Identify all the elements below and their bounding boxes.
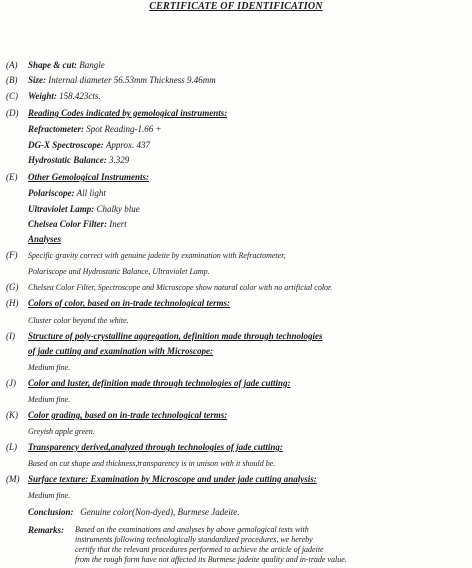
luster-heading: Color and luster, definition made through technologies of jade cutting: (28, 378, 291, 388)
colors-value: Cluster color beyond the white. (28, 316, 129, 325)
spectroscope-label: DG-X Spectroscope: (28, 140, 104, 150)
marker-c: (C) (6, 91, 18, 101)
weight-value: 158.423cts. (59, 91, 101, 101)
marker-l: (L) (6, 442, 17, 452)
remarks-line1: Based on the examinations and analyses by above gemological tests with (75, 525, 309, 534)
chelsea-filter-value: Inert (109, 219, 127, 229)
marker-f: (F) (6, 250, 18, 260)
uv-lamp-line (28, 204, 140, 215)
conclusion-line (28, 507, 239, 518)
reading-codes-heading: Reading Codes indicated by gemological instruments: (28, 108, 228, 118)
refractometer-label: Refractometer: (28, 124, 84, 134)
surface-texture-value: Medium fine. (28, 491, 71, 500)
hydrostatic-line (28, 155, 129, 166)
spectroscope-line (28, 140, 150, 151)
marker-j: (J) (6, 378, 16, 388)
size-line (28, 75, 216, 86)
marker-e: (E) (6, 172, 18, 182)
polariscope-label: Polariscope: (28, 188, 75, 198)
marker-h: (H) (6, 298, 19, 308)
analyses-heading: Analyses (28, 234, 62, 244)
spectroscope-value: Approx. 437 (105, 140, 151, 150)
chelsea-filter-label: Chelsea Color Filter: (28, 219, 108, 229)
polariscope-value: All light (76, 188, 106, 198)
structure-heading-line1: Structure of poly-crystalline aggregation, definition made through technologies (28, 331, 323, 341)
marker-k: (K) (6, 410, 18, 420)
analysis-g-text: Chelsea Color Filter, Spectroscope and Microscope show natural color with no artificial color. (28, 283, 333, 292)
transparency-value: Based on cut shape and thickness,transparency is in unison with it should be. (28, 459, 276, 468)
marker-m: (M) (6, 474, 20, 484)
refractometer-value: Spot Reading-1.66 + (86, 124, 162, 134)
color-grading-value: Greyish apple green. (28, 427, 95, 436)
chelsea-filter-line (28, 219, 127, 230)
hydrostatic-value: 3.329 (109, 155, 130, 165)
size-label: Size: (28, 75, 46, 85)
colors-heading: Colors of color, based on in-trade technological terms: (28, 298, 231, 308)
other-instruments-heading: Other Gemological Instruments: (28, 172, 150, 182)
marker-d: (D) (6, 108, 19, 118)
uv-lamp-label: Ultraviolet Lamp: (28, 204, 95, 214)
shape-cut-line (28, 60, 105, 71)
structure-value: Medium fine. (28, 363, 71, 372)
remarks-line2: instruments following technologically standardized procedures, we hereby (75, 535, 313, 544)
weight-line (28, 91, 101, 102)
marker-a: (A) (6, 60, 18, 70)
page-title: CERTIFICATE OF IDENTIFICATION (149, 1, 323, 12)
remarks-line3: certify that the relevant procedures performed to achieve the article of jadeite (75, 545, 324, 554)
analysis-f-line2: Polariscope and Hydrostatic Balance, Ultraviolet Lamp. (28, 267, 210, 276)
color-grading-heading: Color grading, based on in-trade technological terms: (28, 410, 228, 420)
uv-lamp-value: Chalky blue (96, 204, 140, 214)
shape-cut-value: Bangle (79, 60, 105, 70)
marker-g: (G) (6, 282, 19, 292)
marker-i: (I) (6, 331, 15, 341)
refractometer-line (28, 124, 162, 135)
conclusion-value: Genuine color(Non-dyed), Burmese Jadeite. (80, 507, 240, 517)
surface-texture-heading: Surface texture: Examination by Microscope and under jade cutting analysis: (28, 474, 317, 484)
transparency-heading: Transparency derived,analyzed through technologies of jade cutting: (28, 442, 283, 452)
weight-label: Weight: (28, 91, 57, 101)
luster-value: Medium fine. (28, 395, 71, 404)
conclusion-label: Conclusion: (28, 507, 74, 517)
remarks-label: Remarks: (28, 525, 64, 535)
size-value: Internal diameter 56.53mm Thickness 9.46mm (48, 75, 216, 85)
marker-b: (B) (6, 75, 18, 85)
structure-heading-line2: of jade cutting and examination with Microscope: (28, 346, 214, 356)
remarks-text (75, 525, 453, 565)
remarks-line4: from the rough form have not affected its Burmese jadeite quality and in-trade value. (75, 555, 347, 564)
analysis-f-line1: Specific gravity correct with genuine jadeite by examination with Refractometer, (28, 251, 286, 260)
shape-cut-label: Shape & cut: (28, 60, 78, 70)
hydrostatic-label: Hydrostatic Balance: (28, 155, 107, 165)
polariscope-line (28, 188, 106, 199)
